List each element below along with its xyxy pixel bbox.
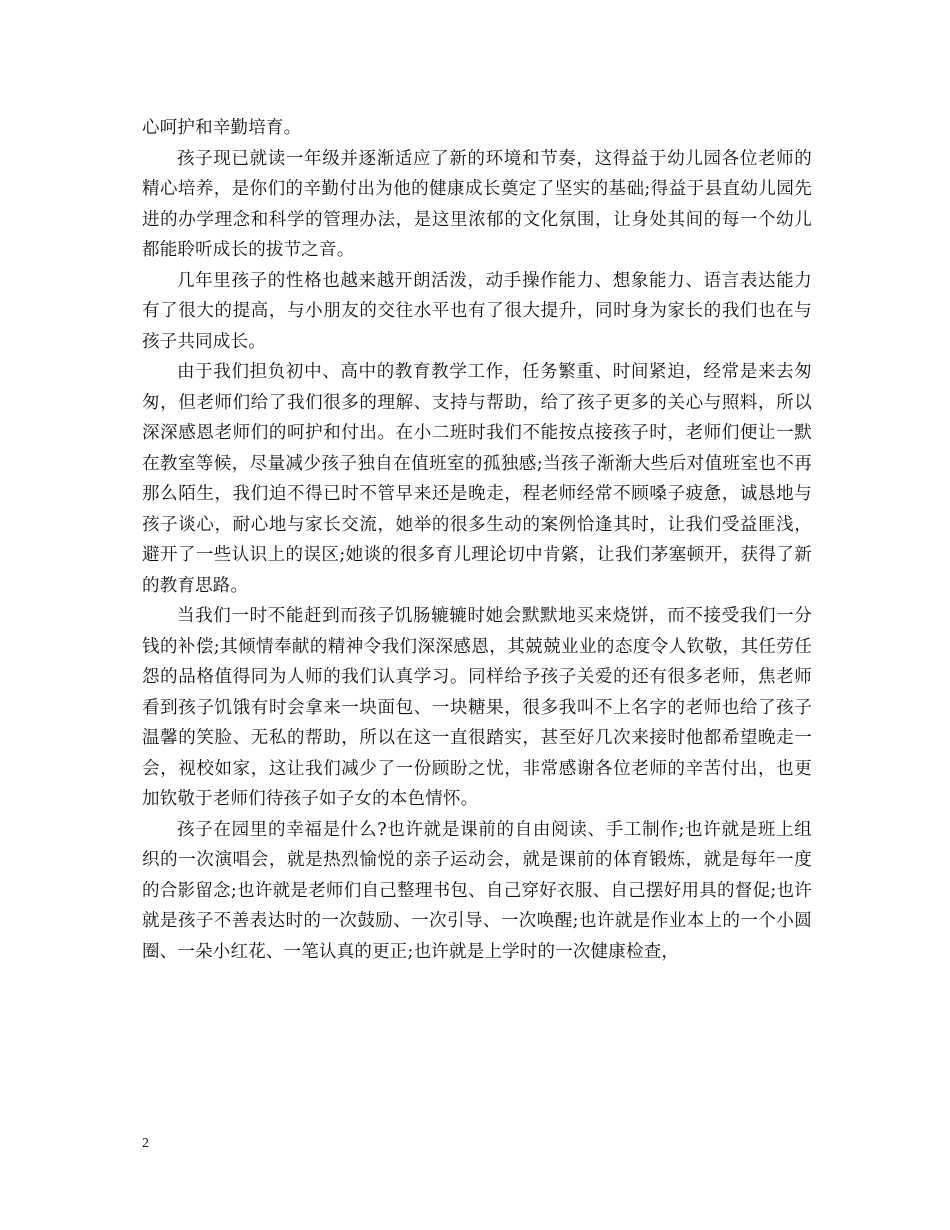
paragraph-2: 孩子现已就读一年级并逐渐适应了新的环境和节奏，这得益于幼儿园各位老师的精心培养，是你们的辛勤付出为他的健康成长奠定了坚实的基础;得益于县直幼儿园先进的办学理念和科学的管理办法，是这里浓郁的文化氛围，让身处其间的每一个幼儿都能聆听成长的拔节之音。: [142, 148, 812, 260]
body-text: [142, 113, 812, 967]
paragraph-6: 孩子在园里的幸福是什么?也许就是课前的自由阅读、手工制作;也许就是班上组织的一次演唱会，就是热烈愉悦的亲子运动会，就是课前的体育锻炼，就是每年一度的合影留念;也许就是老师们自己整理书包、自己穿好衣服、自己摆好用具的督促;也许就是孩子不善表达时的一次鼓励、一次引导、一次唤醒;也许就是作业本上的一个小圆圈、一朵小红花、一笔认真的更正;也许就是上学时的一次健康检查，: [142, 819, 812, 962]
paragraph-3: 几年里孩子的性格也越来越开朗活泼，动手操作能力、想象能力、语言表达能力有了很大的提高，与小朋友的交往水平也有了很大提升，同时身为家长的我们也在与孩子共同成长。: [142, 270, 812, 352]
paragraph-4: 由于我们担负初中、高中的教育教学工作，任务繁重、时间紧迫，经常是来去匆匆，但老师们给了我们很多的理解、支持与帮助，给了孩子更多的关心与照料，所以深深感恩老师们的呵护和付出。在小二班时我们不能按点接孩子时，老师们便让一默在教室等候，尽量减少孩子独自在值班室的孤独感;当孩子渐渐大些后对值班室也不再那么陌生，我们迫不得已时不管早来还是晚走，程老师经常不顾嗓子疲惫，诚恳地与孩子谈心，耐心地与家长交流，她举的很多生动的案例恰逢其时，让我们受益匪浅，避开了一些认识上的误区;她谈的很多育儿理论切中肯綮，让我们茅塞顿开，获得了新的教育思路。: [142, 362, 812, 596]
paragraph-5: 当我们一时不能赶到而孩子饥肠辘辘时她会默默地买来烧饼，而不接受我们一分钱的补偿;其倾情奉献的精神令我们深深感恩，其兢兢业业的态度令人钦敬，其任劳任怨的品格值得同为人师的我们认真学习。同样给予孩子关爱的还有很多老师，焦老师看到孩子饥饿有时会拿来一块面包、一块糖果，很多我叫不上名字的老师也给了孩子温馨的笑脸、无私的帮助，所以在这一直很踏实，甚至好几次来接时他都希望晚走一会，视校如家，这让我们减少了一份顾盼之忧，非常感谢各位老师的辛苦付出，也更加钦敬于老师们待孩子如子女的本色情怀。: [142, 606, 812, 809]
page-number: 2: [142, 1136, 149, 1151]
paragraph-1: 心呵护和辛勤培育。: [142, 118, 302, 138]
